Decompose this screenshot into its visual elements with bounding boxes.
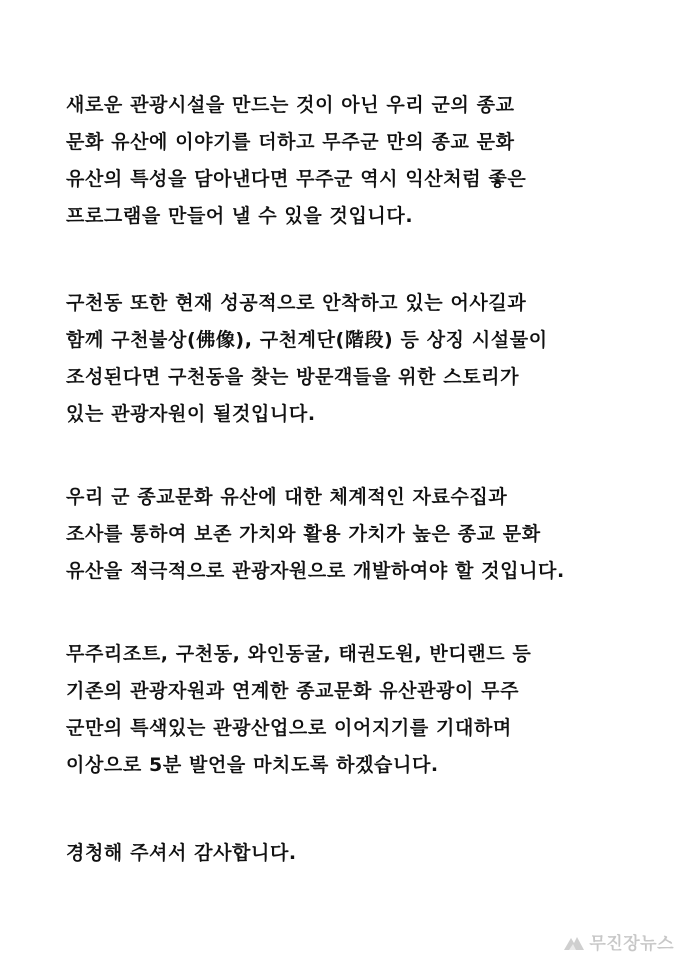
paragraph-line: 조성된다면 구천동을 찾는 방문객들을 위한 스토리가 [66, 366, 520, 388]
watermark [563, 929, 674, 954]
paragraph-line: 문화 유산에 이야기를 더하고 무주군 만의 종교 문화 [66, 131, 515, 153]
paragraph-2 [66, 285, 626, 433]
paragraph-line: 새로운 관광시설을 만드는 것이 아닌 우리 군의 종교 [66, 94, 515, 116]
paragraph-line: 조사를 통하여 보존 가치와 활용 가치가 높은 종교 문화 [66, 523, 541, 545]
watermark-text: 무진장뉴스 [589, 934, 674, 954]
paragraph-line: 무주리조트, 구천동, 와인동굴, 태권도원, 반디랜드 등 [66, 643, 532, 665]
paragraph-line: 유산을 적극적으로 관광자원으로 개발하여야 할 것입니다. [66, 560, 565, 582]
paragraph-line: 이상으로 5분 발언을 마치도록 하겠습니다. [66, 754, 439, 776]
paragraph-1 [66, 87, 626, 235]
paragraph-line: 구천동 또한 현재 성공적으로 안착하고 있는 어사길과 [66, 292, 527, 314]
paragraph-5 [66, 835, 626, 872]
paragraph-line: 우리 군 종교문화 유산에 대한 체계적인 자료수집과 [66, 486, 508, 508]
paragraph-line: 군만의 특색있는 관광산업으로 이어지기를 기대하며 [66, 717, 512, 739]
paragraph-line: 있는 관광자원이 될것입니다. [66, 403, 316, 425]
paragraph-line: 프로그램을 만들어 낼 수 있을 것입니다. [66, 205, 414, 227]
paragraph-line: 경청해 주셔서 감사합니다. [66, 842, 297, 864]
paragraph-line: 유산의 특성을 담아낸다면 무주군 역시 익산처럼 좋은 [66, 168, 527, 190]
paragraph-line: 함께 구천불상(佛像), 구천계단(階段) 등 상징 시설물이 [66, 329, 548, 351]
paragraph-3 [66, 479, 626, 590]
paragraph-line: 기존의 관광자원과 연계한 종교문화 유산관광이 무주 [66, 680, 520, 702]
mountain-logo-icon [563, 933, 585, 951]
paragraph-4 [66, 636, 626, 784]
